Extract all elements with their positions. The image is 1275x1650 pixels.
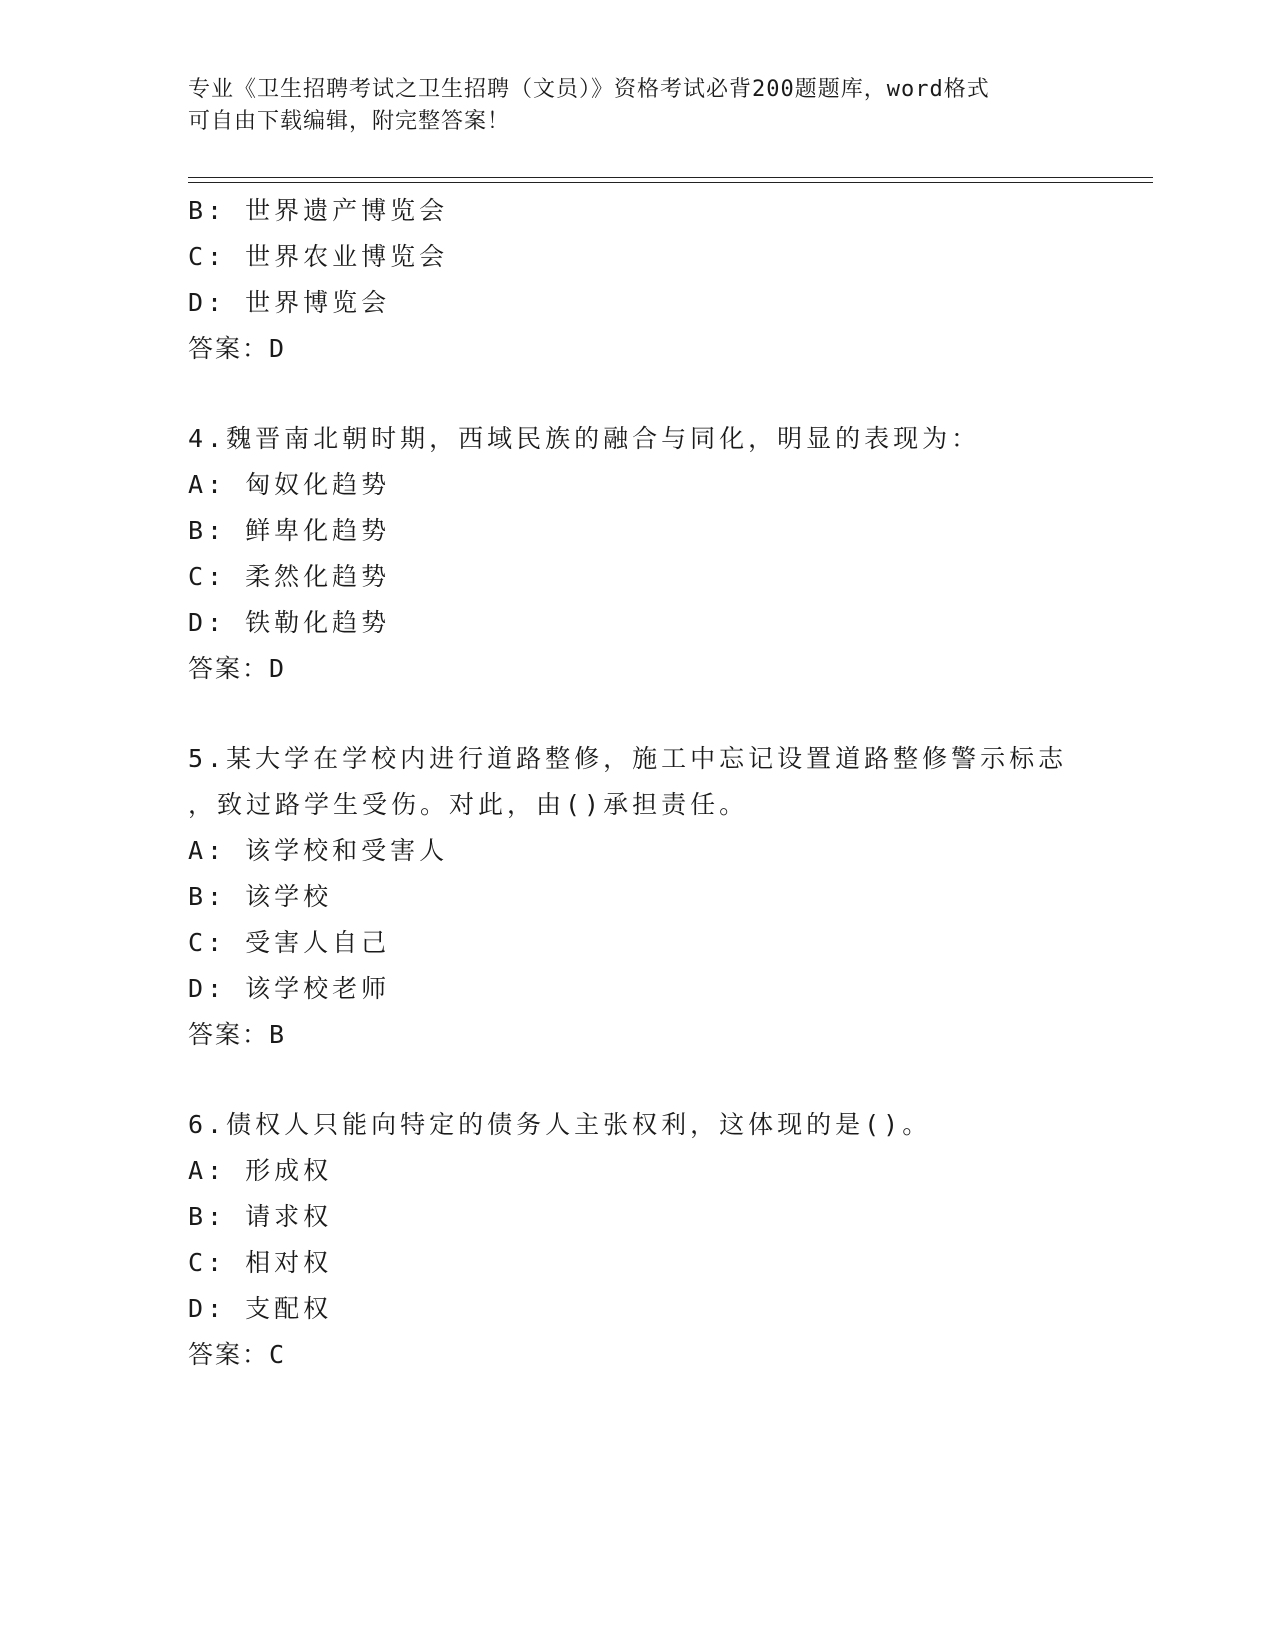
- option-d: D: 铁勒化趋势: [188, 608, 391, 637]
- header-rule-top: [188, 177, 1153, 178]
- answer-line: 答案：D: [188, 334, 287, 363]
- option-a: A: 匈奴化趋势: [188, 470, 391, 499]
- option-c: C: 世界农业博览会: [188, 242, 449, 271]
- header-line-2: 可自由下载编辑，附完整答案！: [188, 109, 511, 134]
- answer-line: 答案：C: [188, 1340, 287, 1369]
- answer-line: 答案：D: [188, 654, 287, 683]
- spacer: [188, 1058, 1148, 1102]
- header-rule-bottom: [188, 182, 1153, 183]
- option-a: A: 形成权: [188, 1156, 333, 1185]
- spacer: [188, 372, 1148, 416]
- header-line-1: 专业《卫生招聘考试之卫生招聘（文员）》资格考试必背200题题库，word格式: [188, 77, 990, 102]
- question-text: 6.债权人只能向特定的债务人主张权利，这体现的是()。: [188, 1110, 932, 1139]
- question-6-block: [188, 1102, 1148, 1378]
- question-3-block: [188, 188, 1148, 372]
- option-b: B: 鲜卑化趋势: [188, 516, 391, 545]
- question-text: 4.魏晋南北朝时期，西域民族的融合与同化，明显的表现为：: [188, 424, 981, 453]
- option-b: B: 该学校: [188, 882, 333, 911]
- question-5-block: [188, 736, 1148, 1058]
- document-header: [188, 74, 1088, 138]
- answer-line: 答案：B: [188, 1020, 287, 1049]
- option-d: D: 世界博览会: [188, 288, 391, 317]
- option-b: B: 请求权: [188, 1202, 333, 1231]
- option-b: B: 世界遗产博览会: [188, 196, 449, 225]
- question-4-block: [188, 416, 1148, 692]
- question-text-line-2: ，致过路学生受伤。对此，由()承担责任。: [188, 790, 749, 819]
- option-d: D: 该学校老师: [188, 974, 391, 1003]
- option-c: C: 受害人自己: [188, 928, 391, 957]
- question-text-line-1: 5.某大学在学校内进行道路整修，施工中忘记设置道路整修警示标志: [188, 744, 1068, 773]
- question-text: [188, 736, 1148, 828]
- option-a: A: 该学校和受害人: [188, 836, 449, 865]
- spacer: [188, 692, 1148, 736]
- question-list: [188, 188, 1148, 1378]
- option-c: C: 柔然化趋势: [188, 562, 391, 591]
- option-c: C: 相对权: [188, 1248, 333, 1277]
- option-d: D: 支配权: [188, 1294, 333, 1323]
